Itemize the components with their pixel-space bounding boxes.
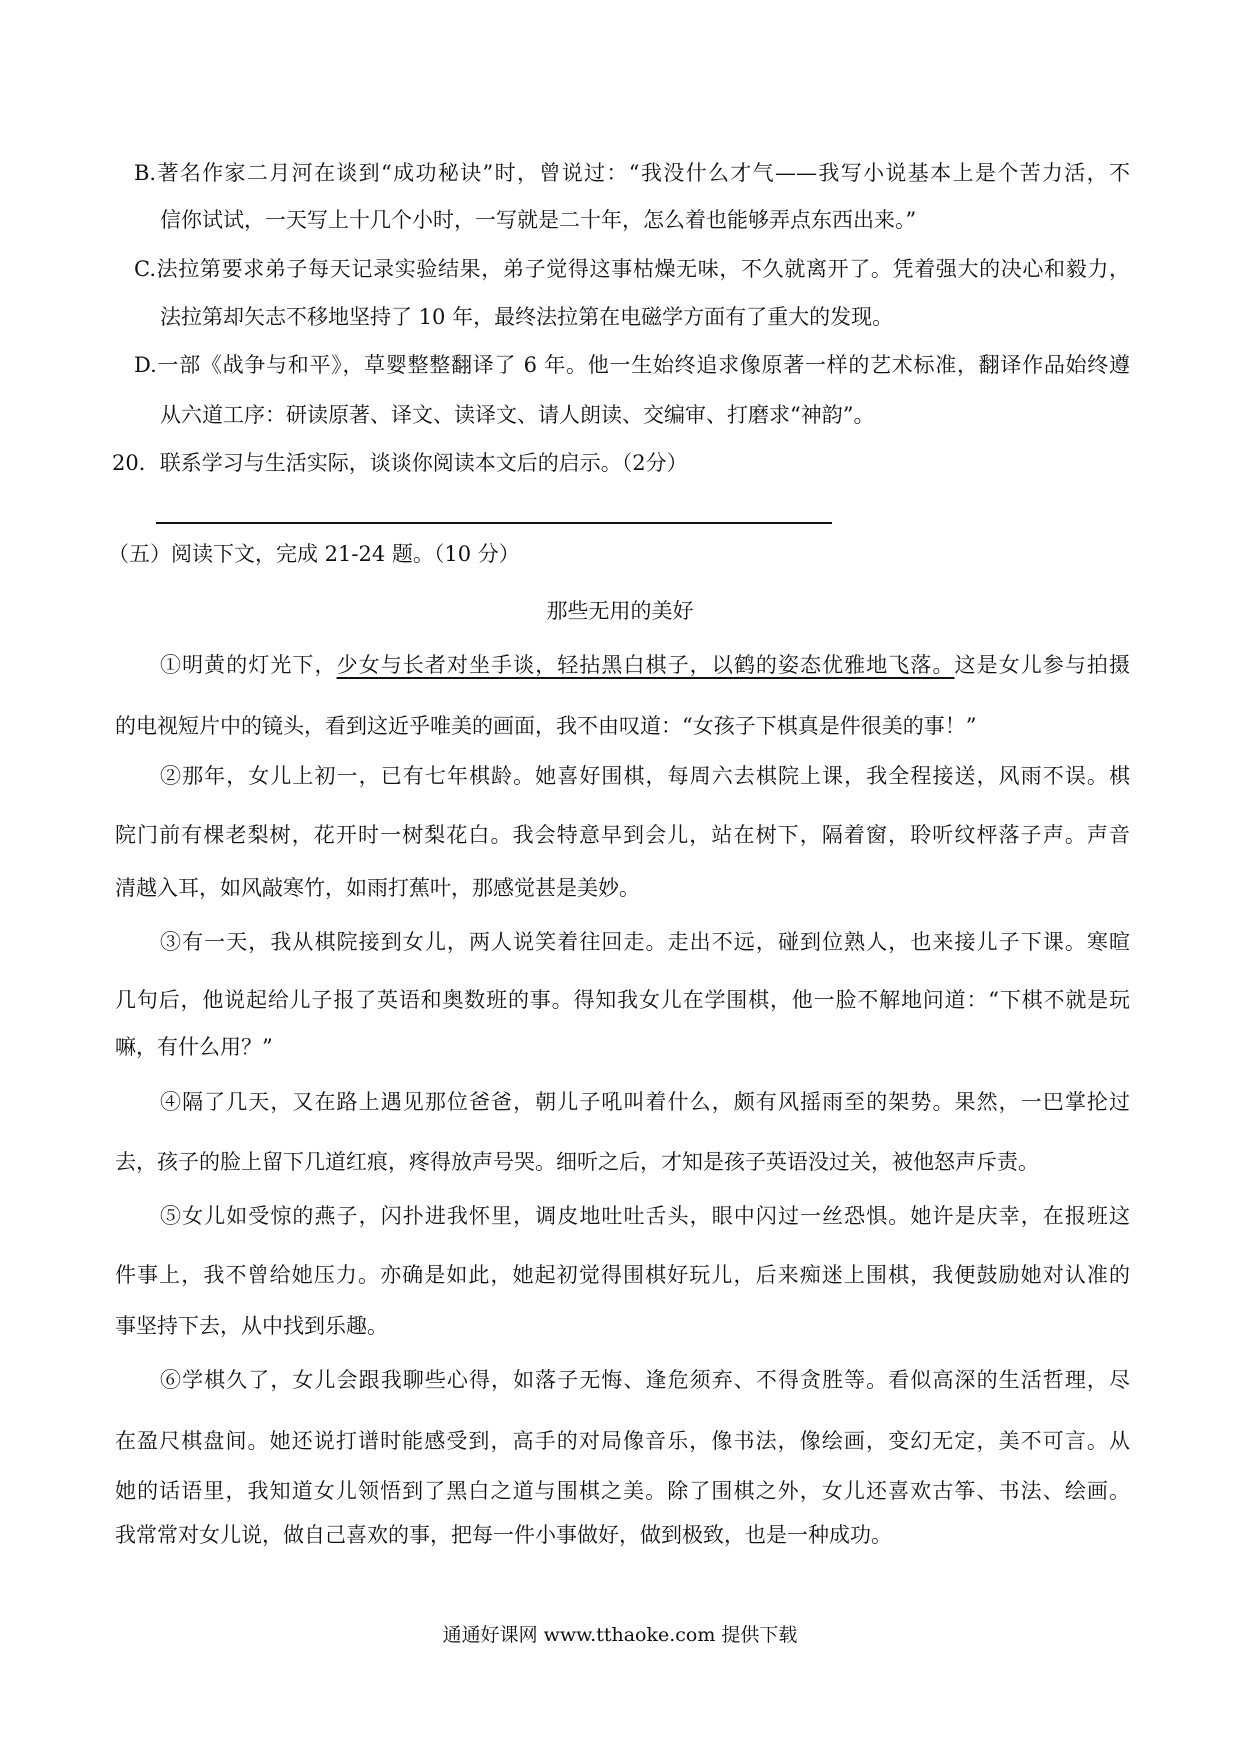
footer-source: 通通好课网 www.tthaoke.com 提供下载	[442, 1624, 798, 1646]
paragraph-line: 几句后，他说起给儿子报了英语和奥数班的事。得知我女儿在学围棋，他一脸不解地问道：“下棋不就是玩	[115, 988, 1130, 1012]
option-c-line1: C.法拉第要求弟子每天记录实验结果，弟子觉得这事枯燥无味，不久就离开了。凭着强大的决心和毅力，	[134, 257, 1130, 281]
option-b-line2: 信你试试，一天写上十几个小时，一写就是二十年，怎么着也能够弄点东西出来。”	[160, 208, 917, 232]
paragraph-line: 院门前有棵老梨树，花开时一树梨花白。我会特意早到会儿，站在树下，隔着窗，聆听纹枰落子声。声音	[115, 823, 1130, 847]
option-d-line2: 从六道工序：研读原著、译文、读译文、请人朗读、交编审、打磨求“神韵”。	[160, 403, 875, 427]
article-title: 那些无用的美好	[546, 599, 694, 623]
paragraph-line: ④隔了几天，又在路上遇见那位爸爸，朝儿子吼叫着什么，颇有风摇雨至的架势。果然，一巴掌抡过	[160, 1090, 1130, 1114]
p1-text-after: 这是女儿参与拍摄	[954, 653, 1130, 677]
paragraph-1-line1	[160, 651, 1130, 679]
paragraph-line: ⑥学棋久了，女儿会跟我聊些心得，如落子无悔、逢危须弃、不得贪胜等。看似高深的生活哲理，尽	[160, 1368, 1130, 1392]
paragraph-line: ⑤女儿如受惊的燕子，闪扑进我怀里，调皮地吐吐舌头，眼中闪过一丝恐惧。她许是庆幸，在报班这	[160, 1204, 1130, 1228]
option-d-line1: D.一部《战争与和平》，草婴整整翻译了 6 年。他一生始终追求像原著一样的艺术标准，翻译作品始终遵	[134, 353, 1130, 377]
paragraph-line: ②那年，女儿上初一，已有七年棋龄。她喜好围棋，每周六去棋院上课，我全程接送，风雨不误。棋	[160, 764, 1130, 788]
question-20: 20．联系学习与生活实际，谈谈你阅读本文后的启示。（2分）	[112, 451, 688, 475]
paragraph-line: 事坚持下去，从中找到乐趣。	[115, 1314, 388, 1338]
paragraph-line: 她的话语里，我知道女儿领悟到了黑白之道与围棋之美。除了围棋之外，女儿还喜欢古筝、书法、绘画。	[115, 1479, 1130, 1503]
underlined-sentence: 少女与长者对坐手谈，轻拈黑白棋子，以鹤的姿态优雅地飞落。	[336, 653, 955, 677]
answer-line[interactable]	[156, 522, 832, 524]
paragraph-1-line2: 的电视短片中的镜头，看到这近乎唯美的画面，我不由叹道：“女孩子下棋真是件很美的事！”	[115, 714, 977, 738]
paragraph-line: 嘛，有什么用？”	[115, 1035, 273, 1059]
option-c-line2: 法拉第却矢志不移地坚持了 10 年，最终法拉第在电磁学方面有了重大的发现。	[160, 305, 894, 329]
paragraph-line: 清越入耳，如风敲寒竹，如雨打蕉叶，那感觉甚是美妙。	[115, 876, 640, 900]
paragraph-line: 去，孩子的脸上留下几道红痕，疼得放声号哭。细听之后，才知是孩子英语没过关，被他怒声斥责。	[115, 1150, 1039, 1174]
section-heading: （五）阅读下文，完成 21-24 题。（10 分）	[108, 542, 520, 566]
paragraph-line: 我常常对女儿说，做自己喜欢的事，把每一件小事做好，做到极致，也是一种成功。	[115, 1523, 892, 1547]
option-b-line1: B.著名作家二月河在谈到“成功秘诀”时，曾说过：“我没什么才气——我写小说基本上是个苦力活，不	[134, 161, 1130, 185]
paragraph-line: 件事上，我不曾给她压力。亦确是如此，她起初觉得围棋好玩儿，后来痴迷上围棋，我便鼓励她对认准的	[115, 1263, 1130, 1287]
paragraph-line: ③有一天，我从棋院接到女儿，两人说笑着往回走。走出不远，碰到位熟人，也来接儿子下课。寒暄	[160, 930, 1130, 954]
p1-text: ①明黄的灯光下，	[160, 653, 337, 677]
paragraph-line: 在盈尺棋盘间。她还说打谱时能感受到，高手的对局像音乐，像书法，像绘画，变幻无定，美不可言。从	[115, 1429, 1130, 1453]
